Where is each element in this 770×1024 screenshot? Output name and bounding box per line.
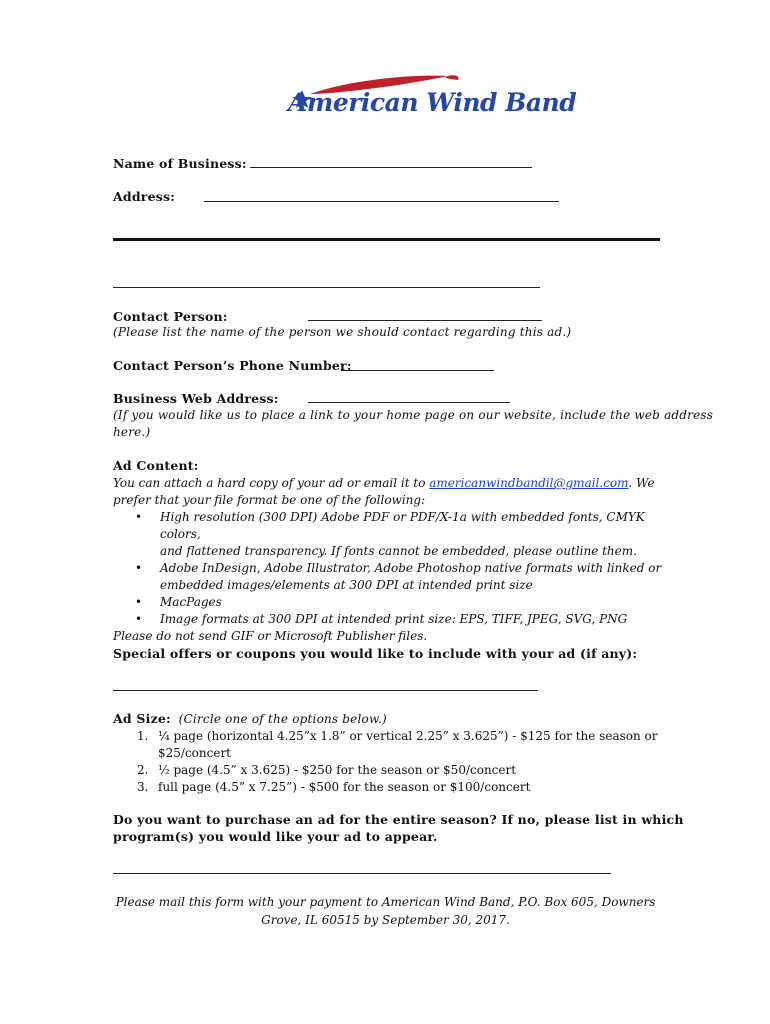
ad-content-intro-text: You can attach a hard copy of your ad or email it to bbox=[113, 476, 430, 490]
business-name-field[interactable] bbox=[250, 167, 532, 168]
logo-text: American Wind Band bbox=[288, 88, 577, 117]
ad-size-heading: Ad Size: bbox=[113, 711, 171, 726]
season-programs-field[interactable] bbox=[113, 873, 611, 874]
ad-size-header bbox=[113, 711, 387, 726]
web-address-note-line-2: here.) bbox=[113, 425, 151, 439]
address-continued-field[interactable] bbox=[113, 287, 540, 288]
contact-person-field[interactable] bbox=[308, 320, 542, 321]
list-item: • Adobe InDesign, Adobe Illustrator, Adobe Photoshop native formats with linked or embedded images/elements at 300 DPI at intended print size bbox=[135, 561, 662, 592]
list-item: • MacPages bbox=[135, 595, 222, 609]
list-item: • Image formats at 300 DPI at intended print size: EPS, TIFF, JPEG, SVG, PNG bbox=[135, 612, 628, 626]
ad-content-intro-line-2: prefer that your file format be one of the following: bbox=[113, 493, 426, 507]
phone-label: Contact Person’s Phone Number: bbox=[113, 358, 352, 373]
mailing-instructions bbox=[113, 893, 658, 929]
ad-size-option-3[interactable]: 3. full page (4.5” x 7.25”) - $500 for the season or $100/concert bbox=[137, 780, 531, 794]
season-question-line-1: Do you want to purchase an ad for the entire season? If no, please list in which bbox=[113, 812, 684, 827]
address-field[interactable] bbox=[204, 201, 559, 202]
business-name-label: Name of Business: bbox=[113, 156, 247, 171]
ad-size-instruction: (Circle one of the options below.) bbox=[178, 712, 387, 726]
special-offers-heading: Special offers or coupons you would like to include with your ad (if any): bbox=[113, 646, 638, 661]
phone-field[interactable] bbox=[341, 370, 494, 371]
address-label: Address: bbox=[113, 189, 176, 204]
ad-content-intro bbox=[113, 475, 668, 492]
list-item: • High resolution (300 DPI) Adobe PDF or PDF/X-1a with embedded fonts, CMYK colors, and flattened transparency. If fonts cannot be embedded, please outline them. bbox=[135, 510, 645, 558]
logo bbox=[280, 70, 577, 132]
web-address-label: Business Web Address: bbox=[113, 391, 279, 406]
ad-size-options bbox=[113, 728, 668, 796]
contact-person-note: (Please list the name of the person we should contact regarding this ad.) bbox=[113, 325, 572, 339]
web-address-field[interactable] bbox=[308, 402, 510, 403]
web-address-note-line-1: (If you would like us to place a link to your home page on our website, include the web address bbox=[113, 408, 714, 422]
ad-size-option-2[interactable]: 2. ½ page (4.5” x 3.625) - $250 for the season or $50/concert bbox=[137, 763, 517, 777]
mailing-instructions-line-2: Grove, IL 60515 by September 30, 2017. bbox=[261, 913, 510, 927]
contact-person-label: Contact Person: bbox=[113, 309, 228, 324]
season-question-line-2: program(s) you would like your ad to appear. bbox=[113, 829, 438, 844]
file-format-note: Please do not send GIF or Microsoft Publisher files. bbox=[113, 629, 428, 643]
bullet-icon: • bbox=[135, 595, 143, 609]
special-offers-field[interactable] bbox=[113, 690, 538, 691]
mailing-instructions-line-1: Please mail this form with your payment to American Wind Band, P.O. Box 605, Downers bbox=[115, 895, 656, 909]
format-list bbox=[113, 509, 668, 628]
bullet-icon: • bbox=[135, 561, 143, 575]
ad-size-option-1[interactable]: 1. ¼ page (horizontal 4.25”x 1.8” or vertical 2.25” x 3.625”) - $125 for the season or $25/concert bbox=[137, 729, 658, 760]
ad-content-intro-after: . We bbox=[628, 476, 655, 490]
bullet-icon: • bbox=[135, 612, 143, 626]
ad-content-heading: Ad Content: bbox=[113, 458, 199, 473]
email-link[interactable]: americanwindbandil@gmail.com bbox=[429, 476, 629, 490]
divider bbox=[113, 238, 660, 241]
bullet-icon: • bbox=[135, 510, 143, 524]
ad-content-body bbox=[113, 475, 668, 645]
